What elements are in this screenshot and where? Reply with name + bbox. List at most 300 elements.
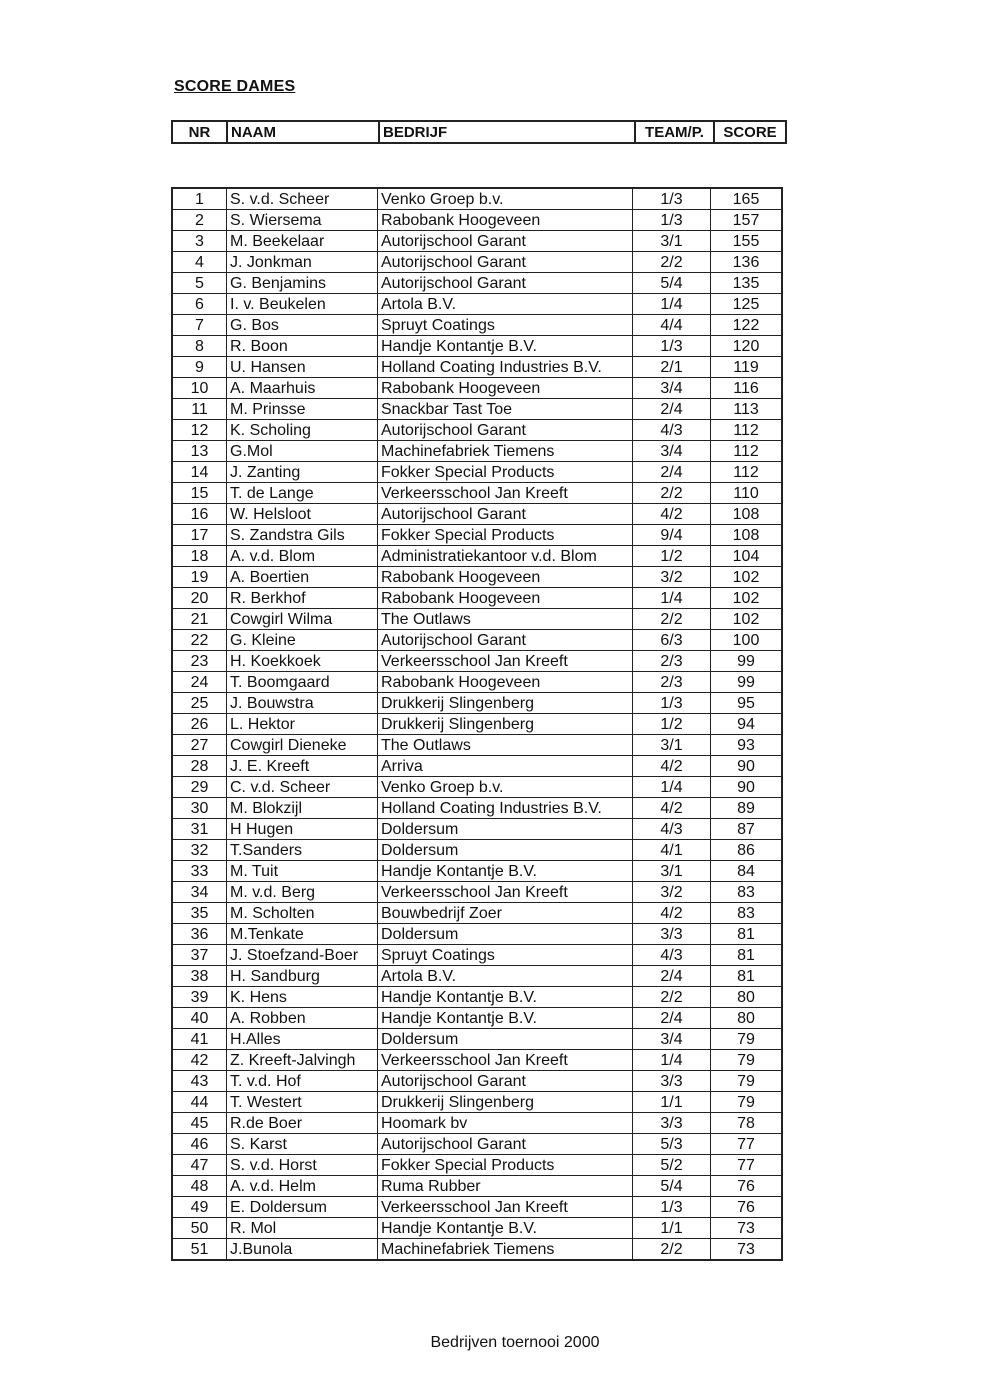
row-score: 112 xyxy=(711,420,783,441)
row-team: 4/3 xyxy=(633,420,711,441)
row-naam: L. Hektor xyxy=(227,714,378,735)
row-nr: 26 xyxy=(172,714,227,735)
table-row xyxy=(172,945,782,966)
row-naam: S. Karst xyxy=(227,1134,378,1155)
row-score: 102 xyxy=(711,567,783,588)
table-row xyxy=(172,188,782,210)
row-naam: W. Helsloot xyxy=(227,504,378,525)
row-naam: U. Hansen xyxy=(227,357,378,378)
row-team: 3/1 xyxy=(633,861,711,882)
row-score: 84 xyxy=(711,861,783,882)
row-naam: M. Blokzijl xyxy=(227,798,378,819)
row-nr: 23 xyxy=(172,651,227,672)
row-nr: 12 xyxy=(172,420,227,441)
row-score: 79 xyxy=(711,1071,783,1092)
row-nr: 33 xyxy=(172,861,227,882)
row-naam: M. Scholten xyxy=(227,903,378,924)
row-nr: 7 xyxy=(172,315,227,336)
row-team: 4/2 xyxy=(633,504,711,525)
row-team: 4/2 xyxy=(633,756,711,777)
table-row xyxy=(172,1071,782,1092)
row-team: 1/1 xyxy=(633,1092,711,1113)
row-naam: S. Zandstra Gils xyxy=(227,525,378,546)
row-team: 3/2 xyxy=(633,882,711,903)
row-bedrijf: Drukkerij Slingenberg xyxy=(378,1092,633,1113)
row-team: 4/3 xyxy=(633,945,711,966)
row-bedrijf: Handje Kontantje B.V. xyxy=(378,1218,633,1239)
row-score: 99 xyxy=(711,651,783,672)
row-team: 1/4 xyxy=(633,588,711,609)
header-row xyxy=(172,121,786,143)
row-nr: 1 xyxy=(172,188,227,210)
table-row xyxy=(172,504,782,525)
row-team: 2/2 xyxy=(633,1239,711,1261)
row-team: 3/3 xyxy=(633,1113,711,1134)
table-row xyxy=(172,420,782,441)
row-nr: 14 xyxy=(172,462,227,483)
row-bedrijf: Handje Kontantje B.V. xyxy=(378,336,633,357)
row-team: 2/2 xyxy=(633,987,711,1008)
row-team: 2/3 xyxy=(633,651,711,672)
row-naam: T.Sanders xyxy=(227,840,378,861)
row-score: 77 xyxy=(711,1155,783,1176)
row-bedrijf: Autorijschool Garant xyxy=(378,231,633,252)
table-row xyxy=(172,819,782,840)
row-naam: M. Prinsse xyxy=(227,399,378,420)
row-nr: 31 xyxy=(172,819,227,840)
table-row xyxy=(172,1050,782,1071)
row-team: 4/3 xyxy=(633,819,711,840)
row-score: 100 xyxy=(711,630,783,651)
row-score: 165 xyxy=(711,188,783,210)
table-row xyxy=(172,651,782,672)
row-team: 3/3 xyxy=(633,924,711,945)
row-bedrijf: Spruyt Coatings xyxy=(378,315,633,336)
row-score: 112 xyxy=(711,462,783,483)
row-team: 6/3 xyxy=(633,630,711,651)
row-bedrijf: Ruma Rubber xyxy=(378,1176,633,1197)
row-team: 1/3 xyxy=(633,210,711,231)
row-naam: A. Maarhuis xyxy=(227,378,378,399)
row-nr: 49 xyxy=(172,1197,227,1218)
table-row xyxy=(172,336,782,357)
row-team: 3/1 xyxy=(633,735,711,756)
row-team: 3/2 xyxy=(633,567,711,588)
row-bedrijf: Administratiekantoor v.d. Blom xyxy=(378,546,633,567)
table-row xyxy=(172,567,782,588)
row-score: 81 xyxy=(711,945,783,966)
row-naam: R.de Boer xyxy=(227,1113,378,1134)
row-bedrijf: Doldersum xyxy=(378,840,633,861)
row-naam: S. v.d. Horst xyxy=(227,1155,378,1176)
table-row xyxy=(172,1218,782,1239)
row-team: 5/3 xyxy=(633,1134,711,1155)
row-bedrijf: Drukkerij Slingenberg xyxy=(378,714,633,735)
row-nr: 16 xyxy=(172,504,227,525)
table-row xyxy=(172,1029,782,1050)
row-score: 122 xyxy=(711,315,783,336)
row-team: 1/4 xyxy=(633,294,711,315)
row-bedrijf: Spruyt Coatings xyxy=(378,945,633,966)
row-team: 5/4 xyxy=(633,1176,711,1197)
table-row xyxy=(172,294,782,315)
row-naam: M. v.d. Berg xyxy=(227,882,378,903)
row-naam: G. Benjamins xyxy=(227,273,378,294)
row-team: 3/4 xyxy=(633,441,711,462)
row-score: 80 xyxy=(711,987,783,1008)
row-naam: H Hugen xyxy=(227,819,378,840)
row-score: 125 xyxy=(711,294,783,315)
row-team: 2/4 xyxy=(633,462,711,483)
row-nr: 9 xyxy=(172,357,227,378)
row-score: 76 xyxy=(711,1197,783,1218)
row-team: 1/4 xyxy=(633,1050,711,1071)
row-team: 4/1 xyxy=(633,840,711,861)
row-nr: 39 xyxy=(172,987,227,1008)
row-naam: J.Bunola xyxy=(227,1239,378,1261)
row-naam: R. Mol xyxy=(227,1218,378,1239)
table-row xyxy=(172,1134,782,1155)
table-row xyxy=(172,1155,782,1176)
row-score: 90 xyxy=(711,756,783,777)
row-nr: 29 xyxy=(172,777,227,798)
row-bedrijf: Fokker Special Products xyxy=(378,525,633,546)
row-nr: 10 xyxy=(172,378,227,399)
footer-text: Bedrijven toernooi 2000 xyxy=(430,1334,600,1351)
row-bedrijf: Bouwbedrijf Zoer xyxy=(378,903,633,924)
header-bedrijf: BEDRIJF xyxy=(379,121,635,143)
row-nr: 5 xyxy=(172,273,227,294)
row-nr: 41 xyxy=(172,1029,227,1050)
row-team: 3/3 xyxy=(633,1071,711,1092)
row-bedrijf: Handje Kontantje B.V. xyxy=(378,861,633,882)
row-nr: 47 xyxy=(172,1155,227,1176)
row-score: 81 xyxy=(711,966,783,987)
row-nr: 18 xyxy=(172,546,227,567)
table-row xyxy=(172,357,782,378)
row-score: 80 xyxy=(711,1008,783,1029)
row-naam: H. Sandburg xyxy=(227,966,378,987)
row-nr: 32 xyxy=(172,840,227,861)
header-nr: NR xyxy=(172,121,227,143)
table-row xyxy=(172,756,782,777)
row-naam: M. Beekelaar xyxy=(227,231,378,252)
row-score: 95 xyxy=(711,693,783,714)
row-score: 83 xyxy=(711,903,783,924)
row-team: 1/3 xyxy=(633,188,711,210)
row-team: 2/4 xyxy=(633,966,711,987)
row-naam: T. Boomgaard xyxy=(227,672,378,693)
row-nr: 30 xyxy=(172,798,227,819)
row-score: 76 xyxy=(711,1176,783,1197)
row-score: 73 xyxy=(711,1239,783,1261)
row-naam: S. Wiersema xyxy=(227,210,378,231)
table-row xyxy=(172,840,782,861)
row-team: 2/4 xyxy=(633,399,711,420)
row-bedrijf: Hoomark bv xyxy=(378,1113,633,1134)
row-team: 3/4 xyxy=(633,1029,711,1050)
row-naam: R. Boon xyxy=(227,336,378,357)
row-team: 2/4 xyxy=(633,1008,711,1029)
row-bedrijf: Handje Kontantje B.V. xyxy=(378,987,633,1008)
row-naam: M. Tuit xyxy=(227,861,378,882)
row-bedrijf: Autorijschool Garant xyxy=(378,504,633,525)
row-bedrijf: Autorijschool Garant xyxy=(378,420,633,441)
row-naam: J. E. Kreeft xyxy=(227,756,378,777)
row-score: 119 xyxy=(711,357,783,378)
row-nr: 8 xyxy=(172,336,227,357)
row-score: 94 xyxy=(711,714,783,735)
row-team: 5/2 xyxy=(633,1155,711,1176)
table-row xyxy=(172,966,782,987)
table-row xyxy=(172,462,782,483)
row-nr: 38 xyxy=(172,966,227,987)
row-nr: 2 xyxy=(172,210,227,231)
table-row xyxy=(172,588,782,609)
row-score: 120 xyxy=(711,336,783,357)
row-naam: G.Mol xyxy=(227,441,378,462)
row-bedrijf: Venko Groep b.v. xyxy=(378,777,633,798)
row-bedrijf: Autorijschool Garant xyxy=(378,1071,633,1092)
row-score: 79 xyxy=(711,1050,783,1071)
row-score: 79 xyxy=(711,1029,783,1050)
row-nr: 37 xyxy=(172,945,227,966)
row-team: 1/2 xyxy=(633,714,711,735)
row-bedrijf: Snackbar Tast Toe xyxy=(378,399,633,420)
row-naam: T. de Lange xyxy=(227,483,378,504)
row-nr: 34 xyxy=(172,882,227,903)
row-nr: 43 xyxy=(172,1071,227,1092)
table-row xyxy=(172,924,782,945)
row-bedrijf: Verkeersschool Jan Kreeft xyxy=(378,483,633,504)
table-row xyxy=(172,1176,782,1197)
row-nr: 11 xyxy=(172,399,227,420)
row-team: 1/3 xyxy=(633,336,711,357)
row-nr: 20 xyxy=(172,588,227,609)
row-team: 9/4 xyxy=(633,525,711,546)
row-score: 108 xyxy=(711,504,783,525)
table-row xyxy=(172,630,782,651)
row-nr: 42 xyxy=(172,1050,227,1071)
row-bedrijf: Rabobank Hoogeveen xyxy=(378,210,633,231)
table-row xyxy=(172,987,782,1008)
row-bedrijf: Handje Kontantje B.V. xyxy=(378,1008,633,1029)
row-team: 1/3 xyxy=(633,693,711,714)
row-bedrijf: Rabobank Hoogeveen xyxy=(378,672,633,693)
row-nr: 28 xyxy=(172,756,227,777)
row-score: 102 xyxy=(711,609,783,630)
row-nr: 3 xyxy=(172,231,227,252)
row-team: 4/2 xyxy=(633,798,711,819)
row-score: 136 xyxy=(711,252,783,273)
row-score: 157 xyxy=(711,210,783,231)
row-naam: E. Doldersum xyxy=(227,1197,378,1218)
row-score: 86 xyxy=(711,840,783,861)
row-score: 99 xyxy=(711,672,783,693)
row-nr: 40 xyxy=(172,1008,227,1029)
row-nr: 24 xyxy=(172,672,227,693)
row-bedrijf: Rabobank Hoogeveen xyxy=(378,378,633,399)
row-score: 102 xyxy=(711,588,783,609)
row-team: 4/2 xyxy=(633,903,711,924)
row-nr: 35 xyxy=(172,903,227,924)
row-naam: J. Zanting xyxy=(227,462,378,483)
table-row xyxy=(172,273,782,294)
row-nr: 45 xyxy=(172,1113,227,1134)
row-naam: S. v.d. Scheer xyxy=(227,188,378,210)
row-score: 90 xyxy=(711,777,783,798)
table-row xyxy=(172,903,782,924)
row-bedrijf: Verkeersschool Jan Kreeft xyxy=(378,1197,633,1218)
row-naam: K. Scholing xyxy=(227,420,378,441)
row-bedrijf: Rabobank Hoogeveen xyxy=(378,567,633,588)
table-row xyxy=(172,1197,782,1218)
table-row xyxy=(172,714,782,735)
row-naam: A. Robben xyxy=(227,1008,378,1029)
table-row xyxy=(172,1008,782,1029)
row-bedrijf: Arriva xyxy=(378,756,633,777)
row-naam: T. Westert xyxy=(227,1092,378,1113)
row-naam: H. Koekkoek xyxy=(227,651,378,672)
row-naam: A. Boertien xyxy=(227,567,378,588)
row-bedrijf: Holland Coating Industries B.V. xyxy=(378,357,633,378)
row-score: 89 xyxy=(711,798,783,819)
table-row xyxy=(172,525,782,546)
row-team: 1/4 xyxy=(633,777,711,798)
row-bedrijf: Fokker Special Products xyxy=(378,1155,633,1176)
row-naam: J. Bouwstra xyxy=(227,693,378,714)
row-bedrijf: Drukkerij Slingenberg xyxy=(378,693,633,714)
header-score: SCORE xyxy=(714,121,786,143)
row-bedrijf: Doldersum xyxy=(378,819,633,840)
row-nr: 48 xyxy=(172,1176,227,1197)
row-bedrijf: Verkeersschool Jan Kreeft xyxy=(378,882,633,903)
row-naam: C. v.d. Scheer xyxy=(227,777,378,798)
row-bedrijf: Machinefabriek Tiemens xyxy=(378,441,633,462)
row-team: 5/4 xyxy=(633,273,711,294)
row-nr: 36 xyxy=(172,924,227,945)
row-naam: M.Tenkate xyxy=(227,924,378,945)
row-score: 81 xyxy=(711,924,783,945)
row-naam: G. Kleine xyxy=(227,630,378,651)
table-row xyxy=(172,231,782,252)
row-score: 108 xyxy=(711,525,783,546)
row-team: 2/3 xyxy=(633,672,711,693)
row-score: 116 xyxy=(711,378,783,399)
table-row xyxy=(172,882,782,903)
table-row xyxy=(172,693,782,714)
row-naam: J. Stoefzand-Boer xyxy=(227,945,378,966)
row-score: 135 xyxy=(711,273,783,294)
table-row xyxy=(172,546,782,567)
row-score: 110 xyxy=(711,483,783,504)
table-row xyxy=(172,1113,782,1134)
row-naam: R. Berkhof xyxy=(227,588,378,609)
table-row xyxy=(172,483,782,504)
row-score: 155 xyxy=(711,231,783,252)
row-bedrijf: Autorijschool Garant xyxy=(378,252,633,273)
row-naam: A. v.d. Blom xyxy=(227,546,378,567)
header-table xyxy=(171,120,787,144)
row-bedrijf: The Outlaws xyxy=(378,735,633,756)
row-nr: 22 xyxy=(172,630,227,651)
row-bedrijf: Artola B.V. xyxy=(378,966,633,987)
row-naam: I. v. Beukelen xyxy=(227,294,378,315)
header-team: TEAM/P. xyxy=(635,121,714,143)
row-score: 113 xyxy=(711,399,783,420)
table-row xyxy=(172,861,782,882)
row-team: 2/2 xyxy=(633,609,711,630)
row-team: 1/1 xyxy=(633,1218,711,1239)
table-row xyxy=(172,378,782,399)
row-team: 2/2 xyxy=(633,252,711,273)
row-score: 112 xyxy=(711,441,783,462)
row-nr: 13 xyxy=(172,441,227,462)
row-nr: 25 xyxy=(172,693,227,714)
row-nr: 17 xyxy=(172,525,227,546)
row-bedrijf: Verkeersschool Jan Kreeft xyxy=(378,651,633,672)
row-nr: 46 xyxy=(172,1134,227,1155)
row-naam: T. v.d. Hof xyxy=(227,1071,378,1092)
row-score: 77 xyxy=(711,1134,783,1155)
table-row xyxy=(172,441,782,462)
row-bedrijf: Autorijschool Garant xyxy=(378,630,633,651)
score-table-body xyxy=(172,188,782,1260)
row-nr: 6 xyxy=(172,294,227,315)
row-bedrijf: Autorijschool Garant xyxy=(378,1134,633,1155)
row-naam: Z. Kreeft-Jalvingh xyxy=(227,1050,378,1071)
row-nr: 27 xyxy=(172,735,227,756)
row-nr: 51 xyxy=(172,1239,227,1261)
row-nr: 44 xyxy=(172,1092,227,1113)
table-row xyxy=(172,252,782,273)
row-nr: 19 xyxy=(172,567,227,588)
row-naam: Cowgirl Dieneke xyxy=(227,735,378,756)
row-team: 3/4 xyxy=(633,378,711,399)
row-score: 87 xyxy=(711,819,783,840)
page-title: SCORE DAMES xyxy=(174,78,296,95)
row-bedrijf: Doldersum xyxy=(378,924,633,945)
row-naam: G. Bos xyxy=(227,315,378,336)
table-row xyxy=(172,777,782,798)
row-nr: 4 xyxy=(172,252,227,273)
table-row xyxy=(172,672,782,693)
table-row xyxy=(172,609,782,630)
row-score: 93 xyxy=(711,735,783,756)
row-bedrijf: Artola B.V. xyxy=(378,294,633,315)
row-score: 104 xyxy=(711,546,783,567)
row-bedrijf: Machinefabriek Tiemens xyxy=(378,1239,633,1261)
row-naam: K. Hens xyxy=(227,987,378,1008)
row-bedrijf: The Outlaws xyxy=(378,609,633,630)
row-team: 4/4 xyxy=(633,315,711,336)
row-score: 79 xyxy=(711,1092,783,1113)
row-bedrijf: Holland Coating Industries B.V. xyxy=(378,798,633,819)
row-bedrijf: Venko Groep b.v. xyxy=(378,188,633,210)
row-bedrijf: Autorijschool Garant xyxy=(378,273,633,294)
table-row xyxy=(172,315,782,336)
score-table xyxy=(171,187,783,1261)
row-score: 73 xyxy=(711,1218,783,1239)
row-naam: Cowgirl Wilma xyxy=(227,609,378,630)
row-nr: 50 xyxy=(172,1218,227,1239)
row-team: 3/1 xyxy=(633,231,711,252)
row-team: 2/2 xyxy=(633,483,711,504)
row-bedrijf: Fokker Special Products xyxy=(378,462,633,483)
row-team: 2/1 xyxy=(633,357,711,378)
table-row xyxy=(172,210,782,231)
row-bedrijf: Doldersum xyxy=(378,1029,633,1050)
